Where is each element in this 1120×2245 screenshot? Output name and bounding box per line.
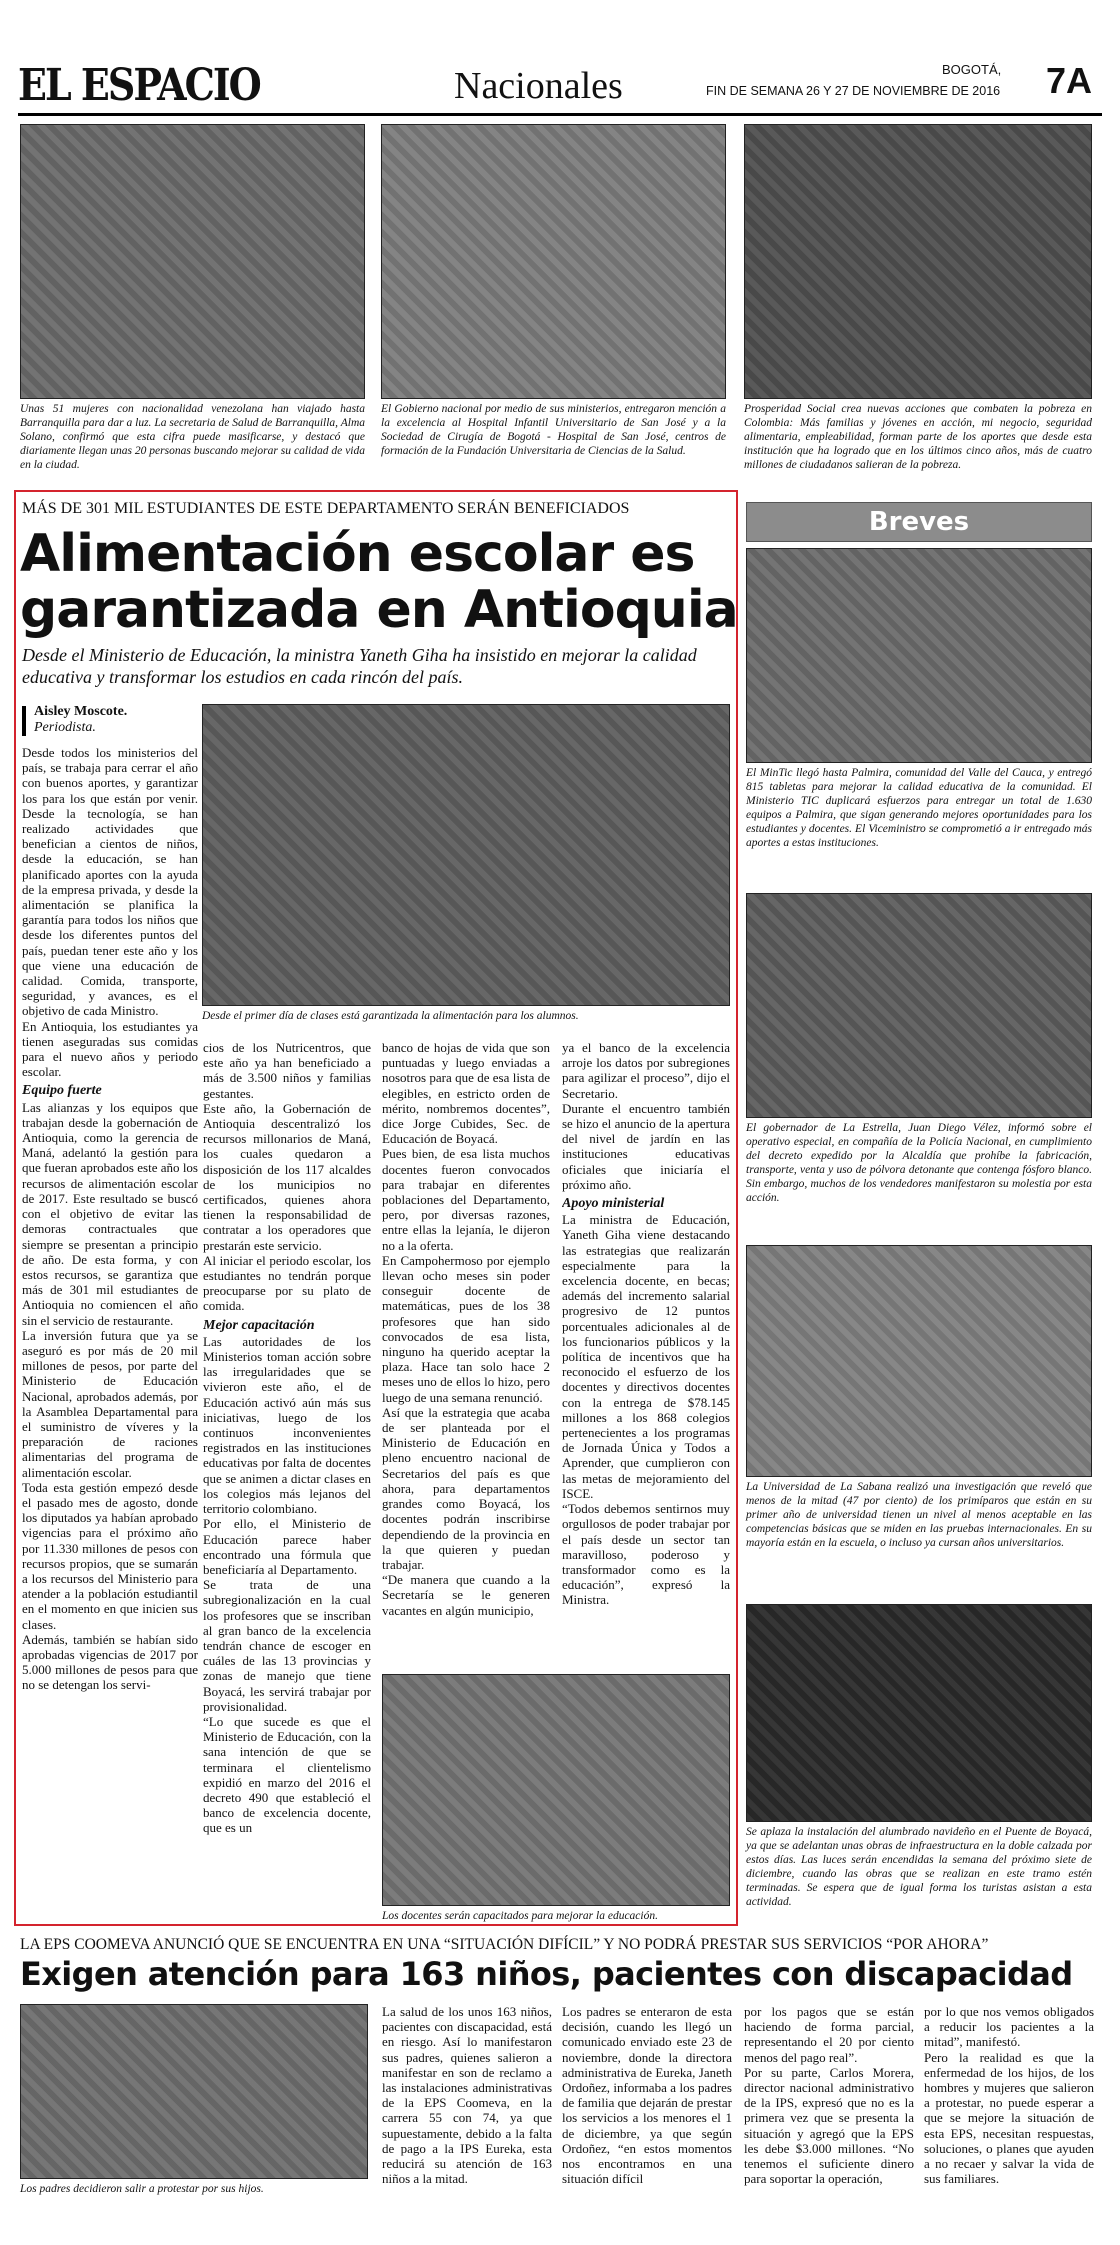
bottom-col2-para: Los padres se enteraron de esta decisión, cuando les llegó un comunicado enviado este 23 de noviembre, donde la directora administrativa de Eureka, Janeth Ordoñez, informaba a los padres de familia que dejarán de prestar los servicios a los menores el 1 de diciembre, ya que según Ordoñez, “en estos momentos nos encontramos en una situación difícil bbox=[562, 2004, 732, 2187]
breves-photo-university bbox=[746, 1245, 1092, 1477]
main-photo-classroom bbox=[382, 1674, 730, 1906]
top-photo-mothers bbox=[20, 124, 365, 399]
main-col4-para: La ministra de Educación, Yaneth Giha viene destacando las estrategias que realizarán especialmente para la excelencia docente, en becas; además del incremento salarial progresivo de 12 puntos porcentuales adicionales al de los funcionarios públicos y la política de incentivos que ha reconocido el esfuerzo de los docentes y directivos docentes con la entrega de $78.145 millones a los 868 colegios pertenecientes a los programas de Jornada Única y Todos a Aprender, que cumplieron con las metas de mejoramiento del ISCE. bbox=[562, 1212, 730, 1501]
main-column-1 bbox=[22, 745, 198, 1921]
breves-item-1: El MinTic llegó hasta Palmira, comunidad del Valle del Cauca, y entregó 815 tabletas para mejorar la calidad educativa de la comunidad. El Ministerio TIC duplicará esfuerzos para entregar un total de 1.630 equipos a Palmira, que sigan generando mejores oportunidades para los estudiantes y docentes. El Viceministro se comprometió a ir entregado más aportes a estas instituciones. bbox=[746, 767, 1092, 849]
breves-photo-mintic bbox=[746, 548, 1092, 763]
breves-item-2: El gobernador de La Estrella, Juan Diego Vélez, informó sobre el operativo especial, en compañía de la Policía Nacional, en cumplimiento del decreto expedido por la Alcaldía que prohíbe la fabricación, transporte, venta y uso de pólvora detonante que contenga fósforo blanco. Sin embargo, muchos de los vendedores manifestaron su molestia por esta acción. bbox=[746, 1122, 1092, 1204]
bottom-col3-para: Por su parte, Carlos Morera, director nacional administrativo de la IPS, expresó que no es la primera vez que se presenta la situación y agregó que la EPS les debe $3.000 millones. “No tenemos el suficiente dinero para soportar la operación, bbox=[744, 2064, 914, 2187]
bottom-column-4 bbox=[924, 2004, 1094, 2239]
breves-item-3: La Universidad de La Sabana realizó una investigación que reveló que menos de la mitad (47 por ciento) de los primíparos que están en su primer año de universidad tienen un nivel al menos aceptable en las competencias básicas que se miden en las pruebas internacionales. En su mayoría están en la escuela, o incluso ya cursan años universitarios. bbox=[746, 1481, 1092, 1549]
main-col4-para: ya el banco de la excelencia arroje los datos por subregiones para agilizar el proceso”, dijo el Secretario. bbox=[562, 1040, 730, 1101]
city-label: BOGOTÁ, bbox=[942, 62, 1002, 77]
main-col2-para: “Lo que sucede es que el Ministerio de Educación, con la sana intención de que se terminara el clientelismo expidió en marzo del 2016 el decreto 490 que estableció el banco de excelencia docente, que es un bbox=[203, 1713, 371, 1836]
main-kicker: MÁS DE 301 MIL ESTUDIANTES DE ESTE DEPARTAMENTO SERÁN BENEFICIADOS bbox=[22, 500, 630, 517]
main-col1-para: En Antioquia, los estudiantes ya tienen aseguradas sus comidas para el nuevo años y periodo escolar. bbox=[22, 1018, 198, 1080]
main-column-2 bbox=[203, 1040, 371, 1920]
main-col4-para: “Todos debemos sentirnos muy orgullosos de poder trabajar por el país desde un sector tan maravilloso, poderoso y transformador como es la educación”, expresó la Ministra. bbox=[562, 1501, 730, 1608]
main-column-4 bbox=[562, 1040, 730, 1670]
main-deck: Desde el Ministerio de Educación, la ministra Yaneth Giha ha insistido en mejorar la calidad educativa y transformar los estudios en cada rincón del país. bbox=[22, 645, 697, 687]
breves-photo-christmas-lights bbox=[746, 1604, 1092, 1822]
main-col3-para: En Campohermoso por ejemplo llevan ocho meses sin poder conseguir docente de matemáticas, pues de los 38 profesores que han sido convocados de esa lista, ninguno ha querido aceptar la plaza. Hace tan solo hace 2 meses uno de ellos lo hizo, pero luego de una semana renunció. bbox=[382, 1252, 550, 1405]
breves-title: Breves bbox=[868, 507, 970, 537]
top-caption-2: El Gobierno nacional por medio de sus ministerios, entregaron mención a la excelencia al Hospital Infantil Universitario de San José y a la Sociedad de Cirugía de Bogotá - Hospital de San José, centros de formación de la Fundación Universitaria de Ciencias de la Salud. bbox=[381, 403, 726, 457]
main-column-3 bbox=[382, 1040, 550, 1670]
issue-date: FIN DE SEMANA 26 Y 27 DE NOVIEMBRE DE 2016 bbox=[706, 84, 1001, 98]
author-name: Aisley Moscote. bbox=[34, 704, 128, 719]
page-number: 7A bbox=[1046, 60, 1093, 101]
main-photo2-caption: Los docentes serán capacitados para mejorar la educación. bbox=[382, 1910, 658, 1922]
main-col2-para: Por ello, el Ministerio de Educación parece haber encontrado una fórmula que beneficiaría al Departamento. bbox=[203, 1516, 371, 1577]
masthead bbox=[18, 60, 1102, 112]
bottom-photo-caption: Los padres decidieron salir a protestar por sus hijos. bbox=[20, 2183, 264, 2195]
main-headline-line-2: garantizada en Antioquia bbox=[20, 580, 738, 640]
main-col2-para: Al iniciar el periodo escolar, los estudiantes no tendrán porque preocuparse por su plato de comida. bbox=[203, 1252, 371, 1314]
breves-header bbox=[746, 502, 1092, 542]
bottom-col4-para: por lo que nos vemos obligados a reducir los pacientes a la mitad”, manifestó. bbox=[924, 2004, 1094, 2050]
section-title: Nacionales bbox=[454, 65, 623, 107]
bottom-kicker: LA EPS COOMEVA ANUNCIÓ QUE SE ENCUENTRA EN UNA “SITUACIÓN DIFÍCIL” Y NO PODRÁ PRESTAR SUS SERVICIOS “POR AHORA” bbox=[20, 1936, 989, 1953]
main-subhead-1: Equipo fuerte bbox=[22, 1083, 102, 1099]
bottom-headline: Exigen atención para 163 niños, pacientes con discapacidad bbox=[20, 1955, 1073, 1993]
bottom-photo-protest bbox=[20, 2004, 368, 2179]
main-col4-para: Durante el encuentro también se hizo el anuncio de la apertura del nivel de jardín en las instituciones educativas oficiales que iniciaría el próximo año. bbox=[562, 1100, 730, 1192]
main-col3-para: Así que la estrategia que acaba de ser planteada por el Ministerio de Educación en pleno encuentro nacional de Secretarios del país es que ahora, para departamentos grandes como Boyacá, los docentes podrán inscribirse dependiendo de la provincia en la que quieren y puedan trabajar. bbox=[382, 1404, 550, 1572]
main-col3-para: Pues bien, de esa lista muchos docentes fueron convocados para trabajar en diferentes poblaciones del Departamento, pero, por diversas razones, entre ellas la lejanía, le dijeron no a la oferta. bbox=[382, 1146, 550, 1253]
main-col1-para: Además, también se habían sido aprobadas vigencias de 2017 por 5.000 millones de pesos para que no se detengan los servi- bbox=[22, 1631, 198, 1693]
main-col2-para: cios de los Nutricentros, que este año ya han beneficiado a más de 3.500 niños y familias gestantes. bbox=[203, 1040, 371, 1101]
main-col2-para: Este año, la Gobernación de Antioquia descentralizó los recursos millonarios de Maná, los cuales quedaron a disposición de los 117 alcaldes de los municipios no certificados, quienes ahora tienen la responsabilidad de contratar a los operadores que prestarán este servicio. bbox=[203, 1100, 371, 1253]
author-bar bbox=[22, 706, 26, 736]
main-col1-para: La inversión futura que ya se aseguró es por más de 20 mil millones de pesos, por parte del Ministerio de Educación Nacional, aprobados además, por la Asamblea Departamental para el suministro de víveres y la preparación de raciones alimentarias del programa de alimentación escolar. bbox=[22, 1327, 198, 1480]
main-photo-children-eating bbox=[202, 704, 730, 1006]
author-role: Periodista. bbox=[34, 720, 96, 735]
top-caption-3: Prosperidad Social crea nuevas acciones que combaten la pobreza en Colombia: Más familias y jóvenes en acción, mi negocio, seguridad alimentaria, empleabilidad, forman parte de los aportes que desde esta institución que ha logrado que en los últimos cinco años, más de cuatro millones de ciudadanos salieran de la pobreza. bbox=[744, 403, 1092, 471]
top-photo-poverty bbox=[744, 124, 1092, 399]
main-col1-para: Las alianzas y los equipos que trabajan desde la gobernación de Antioquia, como la gerencia de Maná, adelantó la gestión para que fueran aprobados este año los recursos de alimentación escolar de 2017. Este resultado se buscó con el objetivo de evitar las demoras contractuales que siempre se presentan a principio de año. De esta forma, y con estos recursos, se garantiza que más de 301 mil estudiantes de Antioquia no comiencen el año sin el servicio de restaurante. bbox=[22, 1099, 198, 1328]
main-col1-para: Desde todos los ministerios del país, se trabaja para cerrar el año con buenos aportes, y garantizar los para los que están por venir. Desde la tecnología, se han realizado actividades que benefician a cientos de niños, desde la educación, se han planificado aportes con la ayuda de la empresa privada, y desde la alimentación se planifica la garantía para todos los niños que desde los diferentes puntos del país, puedan tener este año y los que viene una educación de calidad. Comida, transporte, seguridad, y avances, es el objetivo de cada Ministro. bbox=[22, 745, 198, 1019]
bottom-col1-para: La salud de los unos 163 niños, pacientes con discapacidad, está en riesgo. Así lo manifestaron sus padres, quienes salieron a manifestar en son de reclamo a las instalaciones administrativas de la EPS Coomeva, en la carrera 55 con 74, ya que supuestamente, debido a la falta de pago a la IPS Eureka, esta reducirá su atención de 163 niños a la mitad. bbox=[382, 2004, 552, 2187]
main-subhead-3: Apoyo ministerial bbox=[562, 1196, 665, 1212]
main-col3-para: “De manera que cuando a la Secretaría se le generen vacantes en algún municipio, bbox=[382, 1572, 550, 1618]
main-photo-caption: Desde el primer día de clases está garantizada la alimentación para los alumnos. bbox=[202, 1010, 579, 1022]
bottom-column-2 bbox=[562, 2004, 732, 2239]
main-col2-para: Las autoridades de los Ministerios toman acción sobre las irregularidades que se vivieron este año, el de Educación activó aún más sus iniciativas, luego de los continuos inconvenientes registrados en las instituciones educativas por falta de docentes que se animen a dictar clases en los colegios más lejanos del territorio colombiano. bbox=[203, 1333, 371, 1517]
main-subhead-2: Mejor capacitación bbox=[203, 1317, 315, 1333]
main-col3-para: banco de hojas de vida que son puntuadas y luego enviadas a nosotros para que de esa lista de elegibles, en estricto orden de mérito, nombremos docentes”, dice Jorge Cubides, Sec. de Educación de Boyacá. bbox=[382, 1040, 550, 1147]
main-col1-para: Toda esta gestión empezó desde el pasado mes de agosto, donde los diputados ya habían aprobado vigencias para el próximo año por 11.330 millones de pesos con recursos propios, que se sumarán a los recursos del Ministerio para atender a la población estudiantil en el momento en que inicien sus clases. bbox=[22, 1479, 198, 1632]
masthead-rule bbox=[18, 113, 1102, 116]
bottom-col3-para: por los pagos que se están haciendo de forma parcial, representando el 20 por ciento menos del pago real”. bbox=[744, 2004, 914, 2065]
bottom-column-3 bbox=[744, 2004, 914, 2239]
bottom-col4-para: Pero la realidad es que la enfermedad de los hijos, de los hombres y mujeres que salieron a protestar, no puede esperar a que se mejore la situación de esta EPS, necesitan respuestas, soluciones, o planes que ayuden a no recaer y salvar la vida de sus familiares. bbox=[924, 2049, 1094, 2187]
top-caption-1: Unas 51 mujeres con nacionalidad venezolana han viajado hasta Barranquilla para dar a luz. La secretaria de Salud de Barranquilla, Alma Solano, confirmó que esta cifra puede masificarse, y destacó que diariamente llegan unas 20 personas buscando mejorar su calidad de vida en la ciudad. bbox=[20, 403, 365, 471]
main-headline-line-1: Alimentación escolar es bbox=[20, 524, 695, 584]
newspaper-logo: EL ESPACIO bbox=[18, 58, 260, 111]
top-photo-hospital bbox=[381, 124, 726, 399]
breves-photo-fireworks bbox=[746, 893, 1092, 1118]
bottom-column-1 bbox=[382, 2004, 552, 2239]
main-col2-para: Se trata de una subregionalización en la cual los profesores que se inscriban al gran banco de la excelencia tendrán chance de escoger en cuáles de las 13 provincias y zonas de manejo que tiene Boyacá, les servirá trabajar por provisionalidad. bbox=[203, 1577, 371, 1714]
breves-item-4: Se aplaza la instalación del alumbrado navideño en el Puente de Boyacá, ya que se adelantan unas obras de infraestructura en la doble calzada por estos días. Las luces serán encendidas la semana del próximo siete de diciembre, cuando las obras que se realizan en este tramo estén terminadas. Se espera que de igual forma los turistas asistan a esta actividad. bbox=[746, 1826, 1092, 1908]
